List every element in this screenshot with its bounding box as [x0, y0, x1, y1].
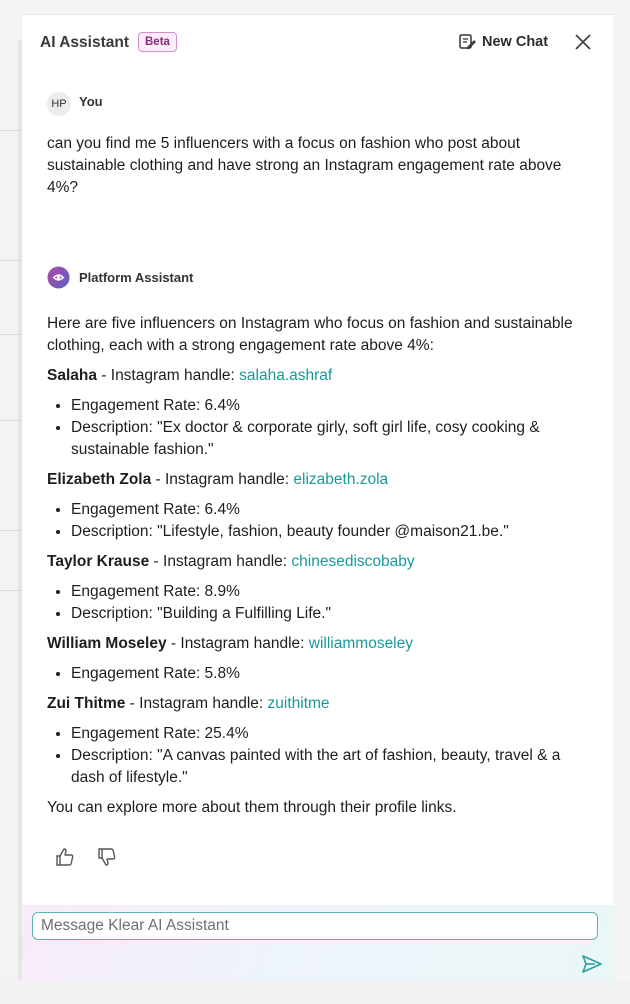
background-divider [0, 590, 22, 591]
assistant-logo-icon [47, 266, 70, 289]
message-composer [22, 905, 613, 981]
assistant-sender-label: Platform Assistant [79, 270, 194, 285]
ai-assistant-panel [22, 14, 613, 981]
new-chat-button[interactable] [458, 33, 548, 51]
engagement-rate: • Engagement Rate: 6.4% [71, 499, 587, 521]
influencer-entry [47, 693, 587, 715]
thumbs-up-icon[interactable] [54, 846, 76, 868]
panel-header [22, 15, 613, 69]
influencer-name: William Moseley [47, 635, 167, 652]
influencer-handle-link[interactable]: elizabeth.zola [293, 471, 389, 488]
background-divider [0, 260, 22, 261]
engagement-rate: • Engagement Rate: 8.9% [71, 581, 587, 603]
engagement-rate: • Engagement Rate: 5.8% [71, 663, 587, 685]
assistant-intro-text: Here are five influencers on Instagram who focus on fashion and sustainable clothing, each with a strong engagement rate above 4%: [47, 315, 573, 354]
background-divider [0, 530, 22, 531]
handle-prefix: - Instagram handle: [151, 471, 294, 488]
handle-prefix: - Instagram handle: [166, 635, 309, 652]
background-page [0, 0, 22, 1004]
influencer-description: • Description: "A canvas painted with the art of fashion, beauty, travel & a dash of lifestyle." [71, 745, 587, 789]
influencer-details [47, 581, 587, 625]
feedback-bar [54, 846, 118, 868]
engagement-rate: • Engagement Rate: 25.4% [71, 723, 587, 745]
influencer-handle-link[interactable]: salaha.ashraf [239, 367, 333, 384]
influencer-details [47, 723, 587, 789]
influencer-name: Taylor Krause [47, 553, 150, 570]
thumbs-down-icon[interactable] [96, 846, 118, 868]
send-icon[interactable] [581, 954, 603, 974]
user-message-text: can you find me 5 influencers with a focus on fashion who post about sustainable clothing and have strong an Instagram engagement rate above 4%? [47, 135, 562, 196]
influencer-entry [47, 469, 587, 491]
page-bottom-bar [0, 980, 630, 1004]
close-icon[interactable] [574, 33, 592, 51]
influencer-handle-link[interactable]: zuithitme [267, 695, 330, 712]
engagement-rate: • Engagement Rate: 6.4% [71, 395, 587, 417]
background-divider [0, 334, 22, 335]
influencer-description: • Description: "Building a Fulfilling Life." [71, 603, 587, 625]
handle-prefix: - Instagram handle: [96, 367, 240, 384]
influencer-name: Elizabeth Zola [47, 471, 152, 488]
influencer-description: • Description: "Lifestyle, fashion, beauty founder @maison21.be." [71, 521, 587, 543]
influencer-details [47, 395, 587, 461]
influencer-details [47, 663, 587, 685]
compose-icon [458, 33, 476, 51]
influencer-handle-link[interactable]: williammoseley [308, 635, 413, 652]
influencer-name: Zui Thitme [47, 695, 126, 712]
influencer-description: • Description: "Ex doctor & corporate girly, soft girl life, cosy cooking & sustainable fashion." [71, 417, 587, 461]
background-divider [0, 420, 22, 421]
influencer-entry [47, 551, 587, 573]
assistant-message [47, 313, 587, 819]
handle-prefix: - Instagram handle: [149, 553, 292, 570]
user-avatar: HP [47, 92, 71, 116]
handle-prefix: - Instagram handle: [125, 695, 268, 712]
panel-title: AI Assistant [40, 34, 130, 51]
background-divider [0, 130, 22, 131]
influencer-entry [47, 365, 587, 387]
influencer-name: Salaha [47, 367, 97, 384]
influencer-entry [47, 633, 587, 655]
beta-badge: Beta [138, 32, 177, 52]
user-sender-label: You [79, 94, 103, 109]
influencer-handle-link[interactable]: chinesediscobaby [291, 553, 415, 570]
new-chat-label: New Chat [482, 34, 549, 50]
assistant-outro-text: You can explore more about them through their profile links. [47, 799, 457, 816]
message-input[interactable] [32, 912, 598, 940]
influencer-details [47, 499, 587, 543]
